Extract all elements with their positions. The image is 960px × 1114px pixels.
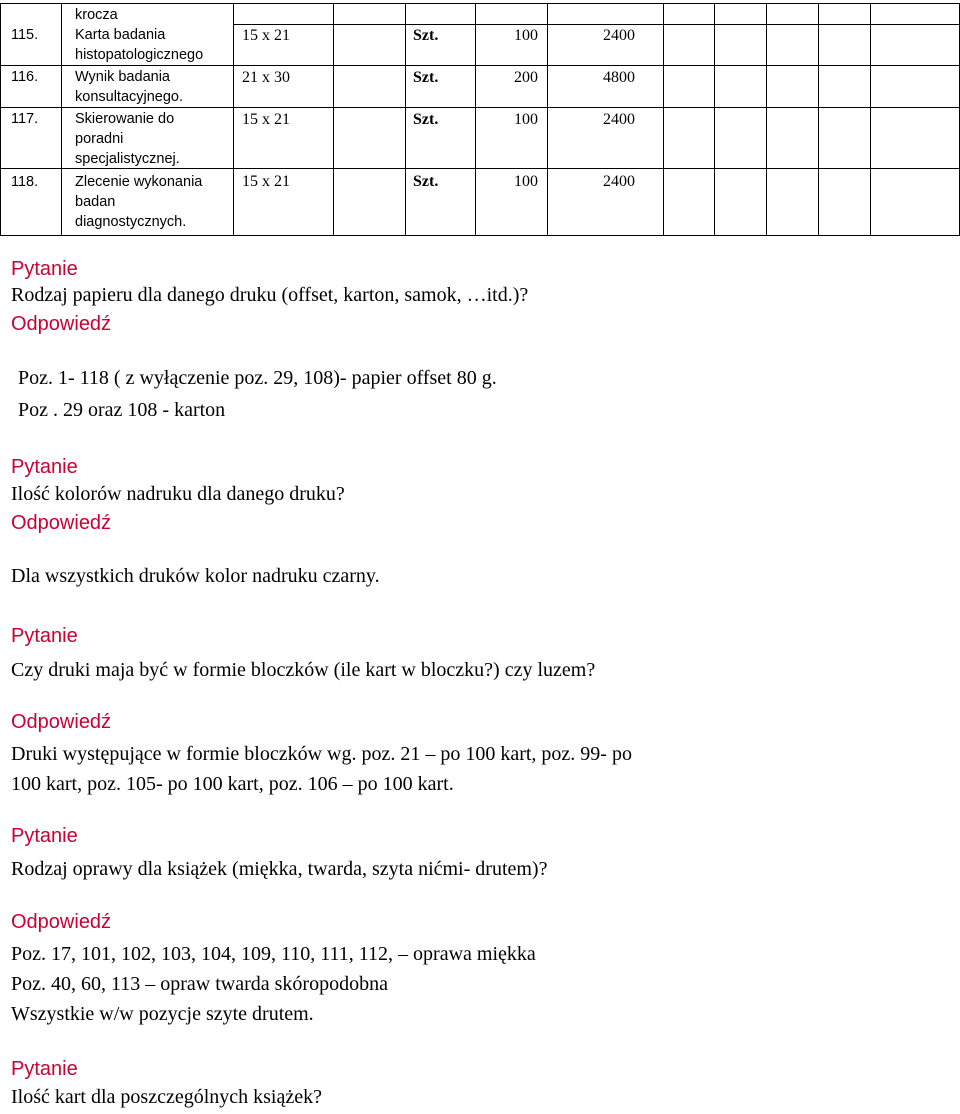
answer-text: Poz . 29 oraz 108 - karton <box>18 399 226 421</box>
table-cell-total: 2400 <box>603 111 635 128</box>
table-cell-unit: Szt. <box>413 173 439 190</box>
answer-label: Odpowiedź <box>11 313 112 335</box>
table-cell-name: krocza <box>75 7 118 23</box>
question-label: Pytanie <box>11 1058 78 1080</box>
answer-text: Dla wszystkich druków kolor nadruku czarny. <box>11 565 380 587</box>
table-cell-name: Zlecenie wykonania <box>75 174 203 190</box>
question-label: Pytanie <box>11 625 78 647</box>
answer-text: Poz. 17, 101, 102, 103, 104, 109, 110, 111, 112, – oprawa miękka <box>11 943 536 965</box>
answer-text: Poz. 40, 60, 113 – opraw twarda skóropodobna <box>11 973 388 995</box>
question-text: Rodzaj papieru dla danego druku (offset, karton, samok, …itd.)? <box>11 284 529 306</box>
table-cell-name: Skierowanie do <box>75 111 175 127</box>
answer-label: Odpowiedź <box>11 911 112 933</box>
table-cell-name: Wynik badania <box>75 69 170 85</box>
answer-label: Odpowiedź <box>11 711 112 733</box>
table-cell-name: histopatologicznego <box>75 47 204 63</box>
question-text: Ilość kolorów nadruku dla danego druku? <box>11 483 345 505</box>
answer-text: Wszystkie w/w pozycje szyte drutem. <box>11 1003 314 1025</box>
table-cell-num: 115. <box>11 27 39 43</box>
answer-label: Odpowiedź <box>11 512 112 534</box>
table-cell-num: 117. <box>11 111 39 127</box>
table-cell-name: konsultacyjnego. <box>75 89 184 105</box>
answer-text: 100 kart, poz. 105- po 100 kart, poz. 106 – po 100 kart. <box>11 773 454 795</box>
question-label: Pytanie <box>11 825 78 847</box>
answer-text: Druki występujące w formie bloczków wg. poz. 21 – po 100 kart, poz. 99- po <box>11 743 632 765</box>
table-cell-name: specjalistycznej. <box>75 151 180 167</box>
table-cell-total: 4800 <box>603 69 635 86</box>
table-cell-qty: 100 <box>514 111 538 128</box>
table-cell-format: 15 x 21 <box>242 111 290 128</box>
table-cell-unit: Szt. <box>413 69 439 86</box>
table-cell-name: Karta badania <box>75 27 166 43</box>
table-cell-qty: 100 <box>514 173 538 190</box>
table-cell-num: 116. <box>11 69 39 85</box>
table-cell-total: 2400 <box>603 27 635 44</box>
question-text: Rodzaj oprawy dla książek (miękka, twarda, szyta nićmi- drutem)? <box>11 858 548 880</box>
question-text: Czy druki maja być w formie bloczków (ile kart w bloczku?) czy luzem? <box>11 659 596 681</box>
table-cell-unit: Szt. <box>413 27 439 44</box>
question-text: Ilość kart dla poszczególnych książek? <box>11 1086 322 1108</box>
table-cell-format: 15 x 21 <box>242 27 290 44</box>
table-cell-format: 21 x 30 <box>242 69 290 86</box>
answer-text: Poz. 1- 118 ( z wyłączenie poz. 29, 108)- papier offset 80 g. <box>18 367 497 389</box>
table-cell-unit: Szt. <box>413 111 439 128</box>
table-cell-name: diagnostycznych. <box>75 214 187 230</box>
table-cell-total: 2400 <box>603 173 635 190</box>
table-cell-name: poradni <box>75 131 124 147</box>
table-cell-name: badan <box>75 194 116 210</box>
table-cell-format: 15 x 21 <box>242 173 290 190</box>
table-cell-num: 118. <box>11 174 39 190</box>
table-cell-qty: 200 <box>514 69 538 86</box>
question-label: Pytanie <box>11 258 78 280</box>
question-label: Pytanie <box>11 456 78 478</box>
table-cell-qty: 100 <box>514 27 538 44</box>
